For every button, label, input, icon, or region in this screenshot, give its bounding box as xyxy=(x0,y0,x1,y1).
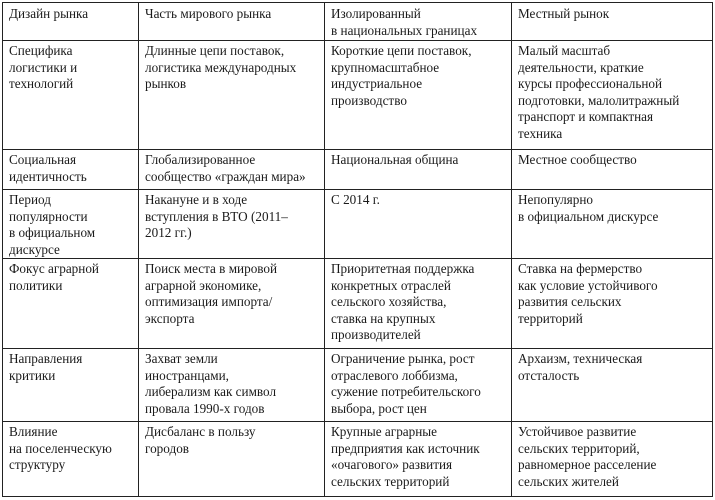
table-cell xyxy=(139,349,325,422)
header-cell xyxy=(325,3,512,41)
market-design-table xyxy=(2,2,713,497)
cell-text: Устойчивое развитие сельских территорий, равномерное расселение сельских жителей xyxy=(518,424,657,489)
table-cell xyxy=(512,150,713,190)
cell-text: Глобализированное сообщество «граждан мира» xyxy=(145,152,306,184)
table-cell xyxy=(3,41,139,150)
cell-text: Поиск места в мировой аграрной экономике, оптимизация импорта/ экспорта xyxy=(145,261,278,326)
cell-text: Малый масштаб деятельности, краткие курсы профессиональной подготовки, малолитражный транспорт и компактная техника xyxy=(518,43,680,141)
table-cell xyxy=(139,422,325,497)
cell-text: Дисбаланс в пользу городов xyxy=(145,424,256,456)
cell-text: Длинные цепи поставок, логистика международных рынков xyxy=(145,43,297,91)
table-cell xyxy=(512,259,713,349)
cell-text: С 2014 г. xyxy=(331,192,380,207)
table-cell xyxy=(3,150,139,190)
cell-text: Местное сообщество xyxy=(518,152,637,167)
table-cell xyxy=(325,190,512,259)
table-cell xyxy=(512,422,713,497)
table-cell xyxy=(325,422,512,497)
cell-text: Непопулярно в официальном дискурсе xyxy=(518,192,659,224)
table-row xyxy=(3,349,713,422)
header-market-design: Дизайн рынка xyxy=(9,6,89,21)
table-cell xyxy=(512,349,713,422)
cell-text: Короткие цепи поставок, крупномасштабное индустриальное производство xyxy=(331,43,472,108)
table-row xyxy=(3,41,713,150)
table-cell xyxy=(325,349,512,422)
row-label: Влияние на поселенческую структуру xyxy=(9,424,112,472)
table-cell xyxy=(3,190,139,259)
header-cell xyxy=(512,3,713,41)
table-cell xyxy=(512,190,713,259)
row-label: Направления критики xyxy=(9,351,83,383)
row-label: Фокус аграрной политики xyxy=(9,261,99,293)
table-cell xyxy=(512,41,713,150)
table-cell xyxy=(325,41,512,150)
table-cell xyxy=(325,259,512,349)
table-cell xyxy=(3,349,139,422)
table-cell xyxy=(3,422,139,497)
header-local-market: Местный рынок xyxy=(518,6,610,21)
cell-text: Крупные аграрные предприятия как источник «очагового» развития сельских территорий xyxy=(331,424,480,489)
table-cell xyxy=(139,259,325,349)
row-label: Социальная идентичность xyxy=(9,152,87,184)
cell-text: Захват земли иностранцами, либерализм как символ провала 1990-х годов xyxy=(145,351,277,416)
cell-text: Ставка на фермерство как условие устойчивого развития сельских территорий xyxy=(518,261,658,326)
table-header-row xyxy=(3,3,713,41)
table-cell xyxy=(139,41,325,150)
table-row xyxy=(3,259,713,349)
header-cell xyxy=(139,3,325,41)
table-cell xyxy=(3,259,139,349)
table-cell xyxy=(139,190,325,259)
cell-text: Архаизм, техническая отсталость xyxy=(518,351,643,383)
table-row xyxy=(3,150,713,190)
table-row xyxy=(3,190,713,259)
cell-text: Национальная община xyxy=(331,152,459,167)
cell-text: Накануне и в ходе вступления в ВТО (2011– 2012 гг.) xyxy=(145,192,288,240)
table-cell xyxy=(325,150,512,190)
header-isolated-national: Изолированный в национальных границах xyxy=(331,6,478,38)
table-cell xyxy=(139,150,325,190)
cell-text: Ограничение рынка, рост отраслевого лоббизма, сужение потребительского выбора, рост цен xyxy=(331,351,481,416)
table-row xyxy=(3,422,713,497)
header-cell xyxy=(3,3,139,41)
row-label: Специфика логистики и технологий xyxy=(9,43,78,91)
header-world-market-part: Часть мирового рынка xyxy=(145,6,272,21)
cell-text: Приоритетная поддержка конкретных отраслей сельского хозяйства, ставка на крупных производителей xyxy=(331,261,475,342)
row-label: Период популярности в официальном дискурсе xyxy=(9,192,96,257)
